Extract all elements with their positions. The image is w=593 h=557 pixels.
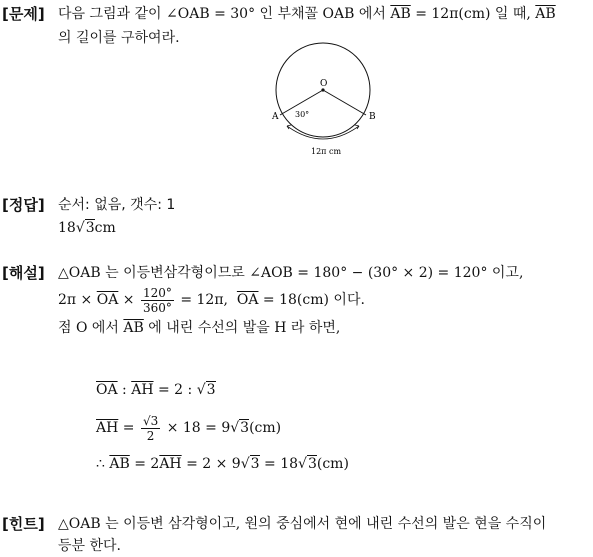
problem-label: [문제]	[2, 5, 45, 23]
label-b: B	[369, 112, 376, 122]
solution-line-1: △OAB 는 이등변삼각형이므로 ∠AOB = 180° − (30° × 2) = 120° 이고,	[58, 265, 524, 281]
hint-line-2: 등분 한다.	[58, 538, 121, 554]
hint-line-1: △OAB 는 이등변 삼각형이고, 원의 중심에서 현에 내린 수선의 발은 현을 수직이	[58, 516, 547, 532]
answer-line-2: 18√3cm	[58, 220, 116, 236]
equation-1: $\overline{OA}$ : $\overline{AH} = 2$ : √3	[96, 382, 216, 398]
arc-label: 12π cm	[311, 147, 342, 156]
answer-line-1: 순서: 없음, 갯수: 1	[58, 197, 176, 213]
problem-line-2: 의 길이를 구하여라.	[58, 30, 180, 46]
solution-line-2: $2\pi \times \overline{OA}$ × $\frac{120^\circ}{360^\circ}$ = 12π, $\overline{OA} = 18(cm)$ 이다.	[58, 285, 365, 315]
solution-label: [해설]	[2, 264, 45, 282]
label-o: O	[320, 79, 328, 89]
label-a: A	[272, 112, 279, 122]
sector-figure	[265, 42, 385, 160]
hint-label: [힌트]	[2, 515, 45, 533]
problem-line-1: 다음 그림과 같이 ∠OAB = 30° 인 부채꼴 OAB 에서 $\overline{AB} = 12\pi(cm)$ 일 때, $\overline{AB}$	[58, 6, 556, 22]
equation-2: $\overline{AH}$ = $\frac{√3}{2}$ × 18 = 9√3(cm)	[96, 413, 282, 443]
equation-3: ∴ $\overline{AB} = 2\overline{AH} = 2 \times 9√3 = 18√3(cm)$	[96, 456, 349, 472]
solution-line-3: 점 O 에서 $\overline{AB}$ 에 내린 수선의 발을 H 라 하면,	[58, 320, 341, 336]
angle-label: 30°	[295, 110, 310, 119]
answer-label: [정답]	[2, 196, 45, 214]
